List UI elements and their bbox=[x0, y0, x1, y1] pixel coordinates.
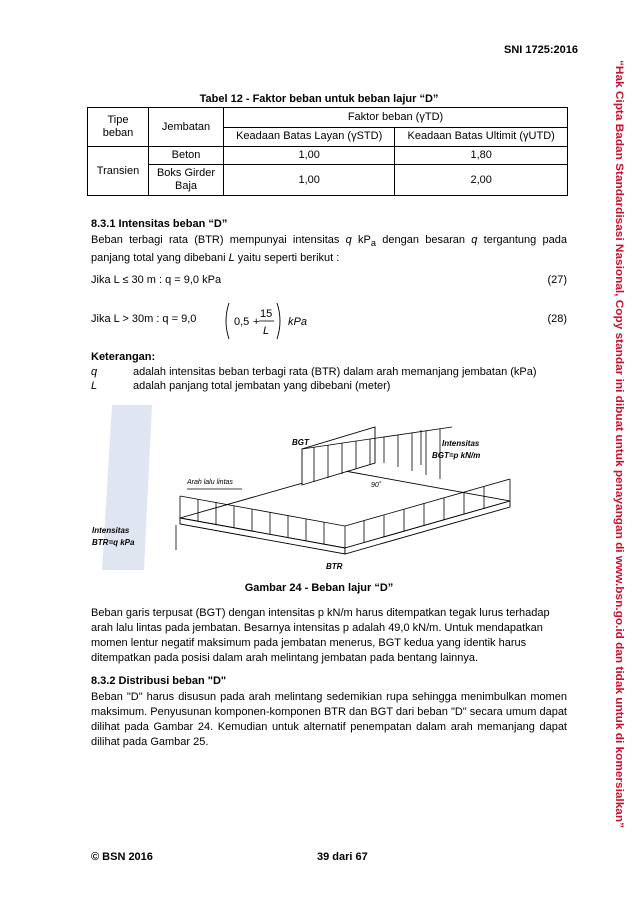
section-8-3-2-paragraph: Beban "D" harus disusun pada arah melintang sedemikian rupa sehingga menimbulkan momen maksimum. Penyusunan komponen-komponen BTR dan BGT dari beban "D" secara umum dapat dilihat pada Gambar 24. Kemudian untuk alternatif penempatan dalam arah memanjang dapat dilihat pada Gambar 25. bbox=[91, 691, 567, 748]
figure-24-caption: Gambar 24 - Beban lajur “D” bbox=[244, 582, 394, 594]
text: tergantung pada panjang total yang dibebani bbox=[91, 234, 567, 265]
copyright-side-note bbox=[610, 60, 630, 830]
cell-jembatan: Beton bbox=[149, 147, 224, 165]
eq-unit: kPa bbox=[288, 316, 307, 328]
text: dengan besaran bbox=[375, 234, 472, 246]
section-8-3-2-heading: 8.3.2 Distribusi beban "D" bbox=[91, 675, 227, 687]
label-angle: 90˚ bbox=[371, 482, 382, 489]
section-8-3-1-paragraph bbox=[91, 233, 567, 266]
label-btr-intensity-1: Intensitas bbox=[92, 526, 130, 535]
definition-text: adalah panjang total jembatan yang dibebani (meter) bbox=[133, 380, 391, 392]
label-bgt-intensity-2: BGT=p kN/m bbox=[432, 451, 481, 460]
cell-ultimit: 2,00 bbox=[395, 165, 568, 196]
figure-24-diagram bbox=[92, 405, 552, 580]
text: yaitu seperti berikut : bbox=[234, 252, 340, 265]
equation-27: Jika L ≤ 30 m : q = 9,0 kPa bbox=[91, 274, 222, 286]
left-paren bbox=[226, 303, 229, 339]
equation-27-number: (27) bbox=[547, 274, 567, 286]
label-btr: BTR bbox=[326, 562, 343, 571]
table-title: Tabel 12 - Faktor beban untuk beban lajur “D” bbox=[199, 93, 439, 105]
eq-plus: + bbox=[253, 316, 260, 328]
header-faktor-beban: Faktor beban (γTD) bbox=[224, 108, 568, 128]
section-8-3-1-heading: 8.3.1 Intensitas beban “D” bbox=[91, 218, 228, 230]
equation-28: Jika L > 30m : q = 9,0 bbox=[91, 313, 197, 325]
symbol-q: q bbox=[345, 234, 352, 246]
row-group-transien: Transien bbox=[88, 147, 149, 196]
header-tipe-beban: Tipe beban bbox=[88, 108, 149, 147]
definition-text: adalah intensitas beban terbagi rata (BTR) dalam arah memanjang jembatan (kPa) bbox=[133, 366, 537, 378]
eq-numerator: 15 bbox=[260, 308, 273, 320]
definition-symbol: q bbox=[91, 366, 98, 378]
header-jembatan: Jembatan bbox=[149, 108, 224, 147]
definition-L bbox=[91, 380, 567, 392]
definition-symbol: L bbox=[91, 380, 98, 392]
copyright-side-note-svg bbox=[610, 60, 630, 830]
eq-denominator: L bbox=[263, 325, 270, 337]
header-batas-layan: Keadaan Batas Layan (γSTD) bbox=[224, 127, 395, 147]
cell-layan: 1,00 bbox=[224, 165, 395, 196]
keterangan-heading: Keterangan: bbox=[91, 351, 156, 363]
symbol-q: q bbox=[471, 234, 478, 246]
cell-ultimit: 1,80 bbox=[395, 147, 568, 165]
load-factor-table bbox=[87, 107, 568, 196]
cell-jembatan: Boks Girder Baja bbox=[149, 165, 224, 196]
bgt-paragraph: Beban garis terpusat (BGT) dengan intensitas p kN/m harus ditempatkan tegak lurus terhadap arah lalu lintas pada jembatan. Besarnya intensitas p adalah 49,0 kN/m. Untuk mendapatkan momen lentur negatif maksimum pada jembatan menerus, BGT kedua yang identik harus ditempatkan pada posisi dalam arah melintang jembatan pada bentang lainnya. bbox=[91, 607, 550, 664]
text: Beban terbagi rata (BTR) mempunyai intensitas bbox=[91, 234, 346, 246]
subscript: a bbox=[370, 238, 376, 249]
equation-28-number: (28) bbox=[547, 313, 567, 325]
label-bgt-intensity-1: Intensitas bbox=[442, 439, 480, 448]
bgt-top-line bbox=[302, 427, 452, 449]
text: kP bbox=[351, 234, 371, 246]
document-code: SNI 1725:2016 bbox=[504, 44, 578, 56]
label-traffic-direction: Arah lalu lintas bbox=[187, 479, 233, 486]
label-bgt: BGT bbox=[292, 438, 309, 447]
copyright-side-text: “Hak Cipta Badan Standardisasi Nasional, Copy standar ini dibuat untuk penayangan di www.bsn.go.id dan tidak untuk di komersialkan” bbox=[613, 60, 625, 749]
symbol-L: L bbox=[228, 252, 235, 265]
label-btr-intensity-2: BTR=q kPa bbox=[92, 538, 135, 547]
right-paren bbox=[277, 303, 280, 339]
header-batas-ultimit: Keadaan Batas Ultimit (γUTD) bbox=[395, 127, 568, 147]
equation-28-expression bbox=[222, 300, 332, 342]
footer-page-number: 39 dari 67 bbox=[317, 851, 368, 863]
cell-layan: 1,00 bbox=[224, 147, 395, 165]
eq-term: 0,5 bbox=[234, 316, 250, 328]
footer-copyright: © BSN 2016 bbox=[91, 851, 153, 863]
definition-q bbox=[91, 366, 567, 378]
